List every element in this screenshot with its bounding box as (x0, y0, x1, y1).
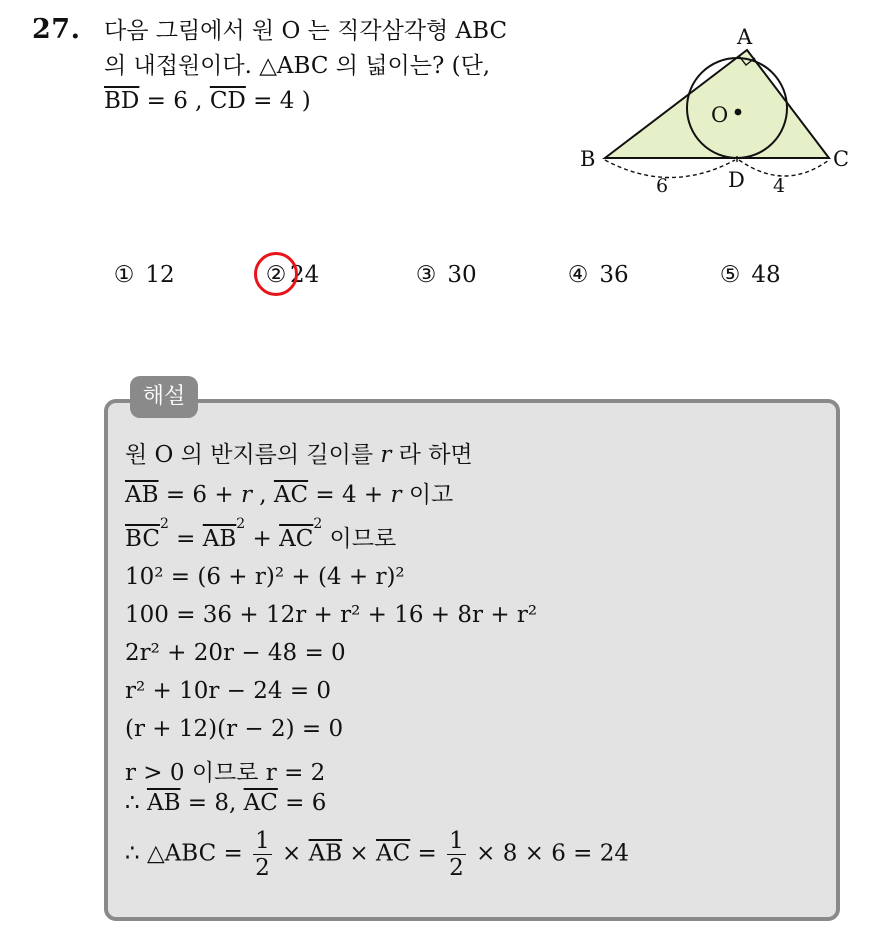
text: + (245, 526, 280, 552)
choice-value: 36 (599, 262, 629, 288)
segment-bd: $\overline{BD}$ (104, 88, 140, 114)
choice-value: 12 (145, 262, 175, 288)
label-c: C (833, 147, 850, 171)
solution-line-4: 10² = (6 + r)² + (4 + r)² (125, 564, 405, 590)
text: , (251, 482, 274, 508)
choice-mark: ② (265, 262, 287, 288)
text: × (274, 840, 309, 867)
solution-tag: 해설 (130, 376, 198, 418)
exponent: 2 (313, 516, 323, 532)
exponent: 2 (159, 516, 169, 532)
choice-3[interactable] (412, 262, 477, 288)
text: = (168, 526, 203, 552)
question-line-1: 다음 그림에서 원 O 는 직각삼각형 ABC (104, 18, 508, 44)
arc-cd (739, 160, 829, 176)
label-o: O (711, 103, 729, 127)
text: = 8, (180, 790, 244, 816)
text: × (342, 840, 377, 867)
selected-answer-circle (254, 252, 298, 296)
choice-4[interactable] (564, 262, 629, 288)
text: ∴ △ABC = (125, 840, 251, 867)
solution-line-8: (r + 12)(r − 2) = 0 (125, 716, 344, 742)
segment-cd: $\overline{CD}$ (209, 88, 246, 114)
segment-ab: $\overline{AB}$ (125, 482, 159, 508)
therefore-sign: ∴ (125, 790, 147, 816)
segment-ac: $\overline{AC}$ (273, 482, 309, 508)
text: = 4 + (308, 482, 391, 508)
choice-mark: ③ (415, 262, 437, 288)
choice-value: 48 (751, 262, 781, 288)
length-bd: 6 (656, 175, 669, 197)
denominator: 2 (255, 855, 270, 881)
text: 원 O 의 반지름의 길이를 (125, 442, 381, 468)
var-r: r (240, 482, 252, 508)
fraction-half (447, 828, 466, 881)
segment-ab: $\overline{AB}$ (146, 790, 181, 816)
text: = 6 (277, 790, 327, 816)
arc-bd (605, 160, 735, 178)
denominator: 2 (449, 855, 464, 881)
solution-line-2 (125, 476, 453, 509)
choice-5[interactable] (716, 262, 781, 288)
segment-ac: $\overline{AC}$ (279, 526, 314, 552)
segment-ac: $\overline{AC}$ (376, 840, 411, 867)
center-dot (735, 109, 742, 116)
text: = 6 + (158, 482, 241, 508)
triangle-figure (575, 20, 865, 200)
solution-line-5: 100 = 36 + 12r + r² + 16 + 8r + r² (125, 602, 538, 628)
cond-cd-value: = 4 ) (245, 88, 311, 114)
length-cd: 4 (773, 175, 786, 197)
solution-line-10 (125, 790, 326, 816)
segment-bc: $\overline{BC}$ (125, 526, 160, 552)
segment-ac: $\overline{AC}$ (243, 790, 278, 816)
label-b: B (580, 147, 596, 171)
choice-mark: ⑤ (719, 262, 741, 288)
cond-bd-value: = 6 , (139, 88, 210, 114)
question-text (104, 14, 564, 119)
text: 이므로 (322, 526, 397, 552)
question-line-2: 의 내접원이다. △ABC 의 넓이는? (단, (104, 53, 491, 79)
label-a: A (737, 25, 753, 49)
fraction-half (253, 828, 272, 881)
solution-line-7: r² + 10r − 24 = 0 (125, 678, 332, 704)
solution-line-3 (125, 516, 397, 553)
solution-line-1 (125, 436, 473, 469)
segment-ab: $\overline{AB}$ (202, 526, 237, 552)
question-condition (104, 84, 564, 119)
choice-mark: ④ (567, 262, 589, 288)
exponent: 2 (236, 516, 246, 532)
numerator: 1 (449, 828, 464, 854)
choice-1[interactable] (110, 262, 175, 288)
solution-line-9: r > 0 이므로 r = 2 (125, 760, 326, 786)
solution-line-6: 2r² + 20r − 48 = 0 (125, 640, 346, 666)
text: 이고 (401, 482, 454, 508)
choice-mark: ① (113, 262, 135, 288)
text: × 8 × 6 = 24 (468, 840, 630, 867)
var-r: r (380, 442, 392, 468)
var-r: r (390, 482, 402, 508)
choice-value: 30 (447, 262, 477, 288)
choice-value: 24 (290, 262, 320, 288)
answer-choices (110, 262, 810, 296)
question-number: 27. (32, 14, 81, 45)
solution-line-11: ∴ △ABC = $\frac{1}{2}$ × $\overline{AB} \times \overline{AC}$ = $\frac{1}{2}$ × 8 × 6 = 24 (125, 828, 630, 881)
text: 라 하면 (391, 442, 473, 468)
label-d: D (728, 168, 745, 192)
segment-ab: $\overline{AB}$ (308, 840, 343, 867)
numerator: 1 (255, 828, 270, 854)
